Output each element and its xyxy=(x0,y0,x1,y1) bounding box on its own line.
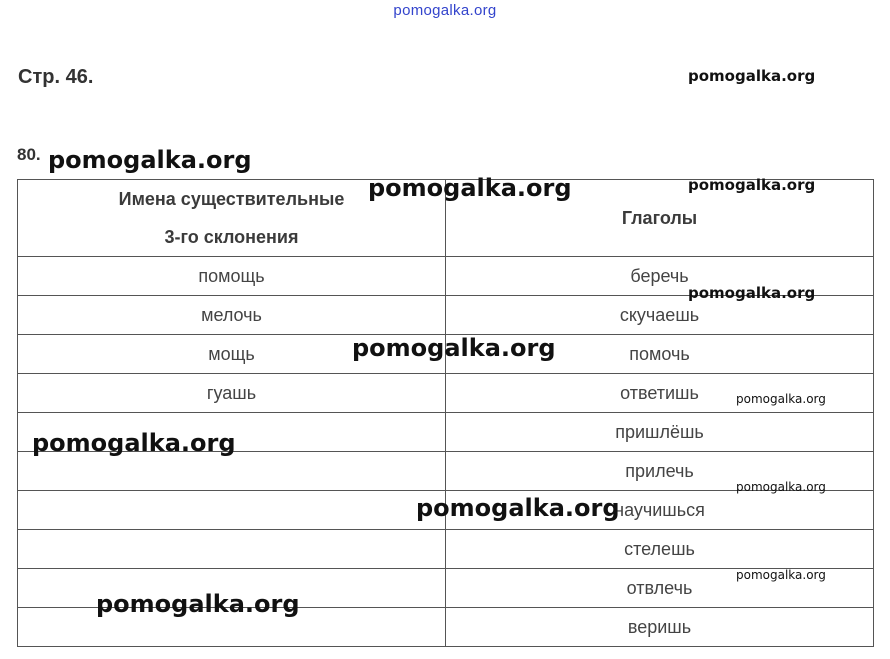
task-number: 80. xyxy=(17,145,41,164)
watermark-text: pomogalka.org xyxy=(368,174,572,202)
watermark-text: pomogalka.org xyxy=(736,480,826,494)
watermark-text: pomogalka.org xyxy=(352,334,556,362)
watermark-text: pomogalka.org xyxy=(96,590,300,618)
verb-cell: ответишь xyxy=(446,374,874,413)
site-link[interactable]: pomogalka.org xyxy=(393,2,497,19)
noun-cell xyxy=(18,452,446,491)
verb-cell: скучаешь xyxy=(446,296,874,335)
noun-cell xyxy=(18,491,446,530)
verbs-column-header: Глаголы xyxy=(446,180,874,257)
verb-cell: стелешь xyxy=(446,530,874,569)
verb-cell: научишься xyxy=(446,491,874,530)
page-heading: Стр. 46. xyxy=(18,66,94,88)
verb-cell: веришь xyxy=(446,608,874,647)
noun-cell: мелочь xyxy=(18,296,446,335)
verb-cell: пришлёшь xyxy=(446,413,874,452)
table-row xyxy=(18,530,874,569)
verb-cell: отвлечь xyxy=(446,569,874,608)
watermark-text: pomogalka.org xyxy=(416,494,620,522)
watermark-text: pomogalka.org xyxy=(32,429,236,457)
verb-cell: беречь xyxy=(446,257,874,296)
verb-cell: прилечь xyxy=(446,452,874,491)
nouns-header-line-1: Имена существительные xyxy=(118,189,345,209)
watermark-text: pomogalka.org xyxy=(48,146,252,174)
noun-cell xyxy=(18,530,446,569)
noun-cell: гуашь xyxy=(18,374,446,413)
watermark-text: pomogalka.org xyxy=(736,568,826,582)
watermark-text: pomogalka.org xyxy=(688,176,816,194)
nouns-header-line-2: 3-го склонения xyxy=(164,227,299,247)
watermark-text: pomogalka.org xyxy=(688,284,816,302)
verb-cell: помочь xyxy=(446,335,874,374)
watermark-text: pomogalka.org xyxy=(688,67,816,85)
watermark-text: pomogalka.org xyxy=(736,392,826,406)
noun-cell: помощь xyxy=(18,257,446,296)
noun-cell: мощь xyxy=(18,335,446,374)
